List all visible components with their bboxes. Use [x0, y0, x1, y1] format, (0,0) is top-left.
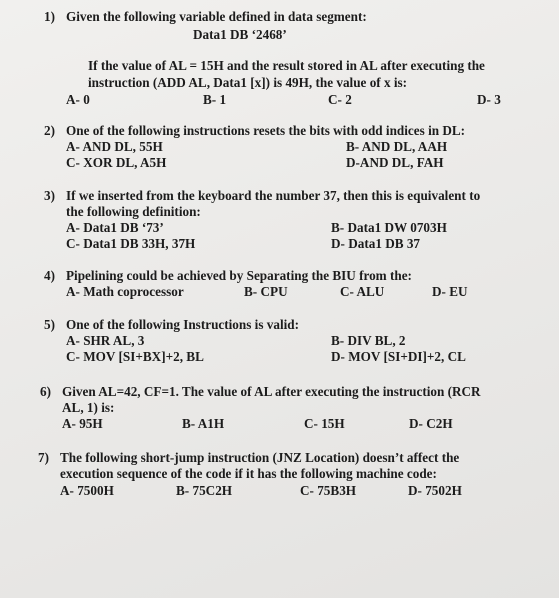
- option-c: C- Data1 DB 33H, 37H: [66, 236, 196, 251]
- question-text-line: Given AL=42, CF=1. The value of AL after executing the instruction (RCR: [62, 384, 481, 399]
- option-b: B- Data1 DW 0703H: [331, 220, 447, 235]
- option-a: A- Data1 DB ‘73’: [66, 220, 164, 235]
- option-d: D- C2H: [409, 416, 453, 431]
- option-b: B- 1: [203, 92, 227, 107]
- option-b: B- A1H: [182, 416, 225, 431]
- option-b: B- CPU: [244, 284, 288, 299]
- option-d: D- MOV [SI+DI]+2, CL: [331, 349, 466, 364]
- option-b: B- AND DL, AAH: [346, 139, 448, 154]
- option-d: D-AND DL, FAH: [346, 155, 444, 170]
- option-a: A- AND DL, 55H: [66, 139, 163, 154]
- question-number: 4): [44, 268, 55, 283]
- option-b: B- DIV BL, 2: [331, 333, 406, 348]
- option-c: C- 75B3H: [300, 483, 357, 498]
- option-d: D- EU: [432, 284, 468, 299]
- option-c: C- XOR DL, A5H: [66, 155, 167, 170]
- question-stem: One of the following Instructions is valid:: [66, 317, 299, 332]
- option-a: A- 7500H: [60, 483, 114, 498]
- question-number: 3): [44, 188, 55, 203]
- option-d: D- 3: [477, 92, 501, 107]
- question-text-line: the following definition:: [66, 204, 201, 219]
- data-definition: Data1 DB ‘2468’: [193, 27, 287, 42]
- question-text-line: The following short-jump instruction (JNZ Location) doesn’t affect the: [60, 450, 460, 465]
- option-d: D- Data1 DB 37: [331, 236, 421, 251]
- option-a: A- Math coprocessor: [66, 284, 184, 299]
- question-text-line: instruction (ADD AL, Data1 [x]) is 49H, the value of x is:: [88, 75, 408, 90]
- option-c: C- 15H: [304, 416, 345, 431]
- question-number: 1): [44, 9, 55, 24]
- question-text-line: AL, 1) is:: [62, 400, 115, 415]
- option-c: C- MOV [SI+BX]+2, BL: [66, 349, 204, 364]
- option-c: C- 2: [328, 92, 352, 107]
- question-number: 6): [40, 384, 51, 399]
- question-stem: Pipelining could be achieved by Separating the BIU from the:: [66, 268, 412, 283]
- question-number: 2): [44, 123, 55, 138]
- question-text-line: If we inserted from the keyboard the number 37, then this is equivalent to: [66, 188, 481, 203]
- question-text-line: If the value of AL = 15H and the result stored in AL after executing the: [88, 58, 485, 73]
- option-d: D- 7502H: [408, 483, 462, 498]
- option-b: B- 75C2H: [176, 483, 233, 498]
- question-number: 5): [44, 317, 55, 332]
- question-stem: Given the following variable defined in data segment:: [66, 9, 367, 24]
- option-a: A- SHR AL, 3: [66, 333, 145, 348]
- option-a: A- 95H: [62, 416, 103, 431]
- option-c: C- ALU: [340, 284, 385, 299]
- option-a: A- 0: [66, 92, 90, 107]
- question-stem: One of the following instructions resets the bits with odd indices in DL:: [66, 123, 466, 138]
- question-text-line: execution sequence of the code if it has the following machine code:: [60, 466, 437, 481]
- question-number: 7): [38, 450, 49, 465]
